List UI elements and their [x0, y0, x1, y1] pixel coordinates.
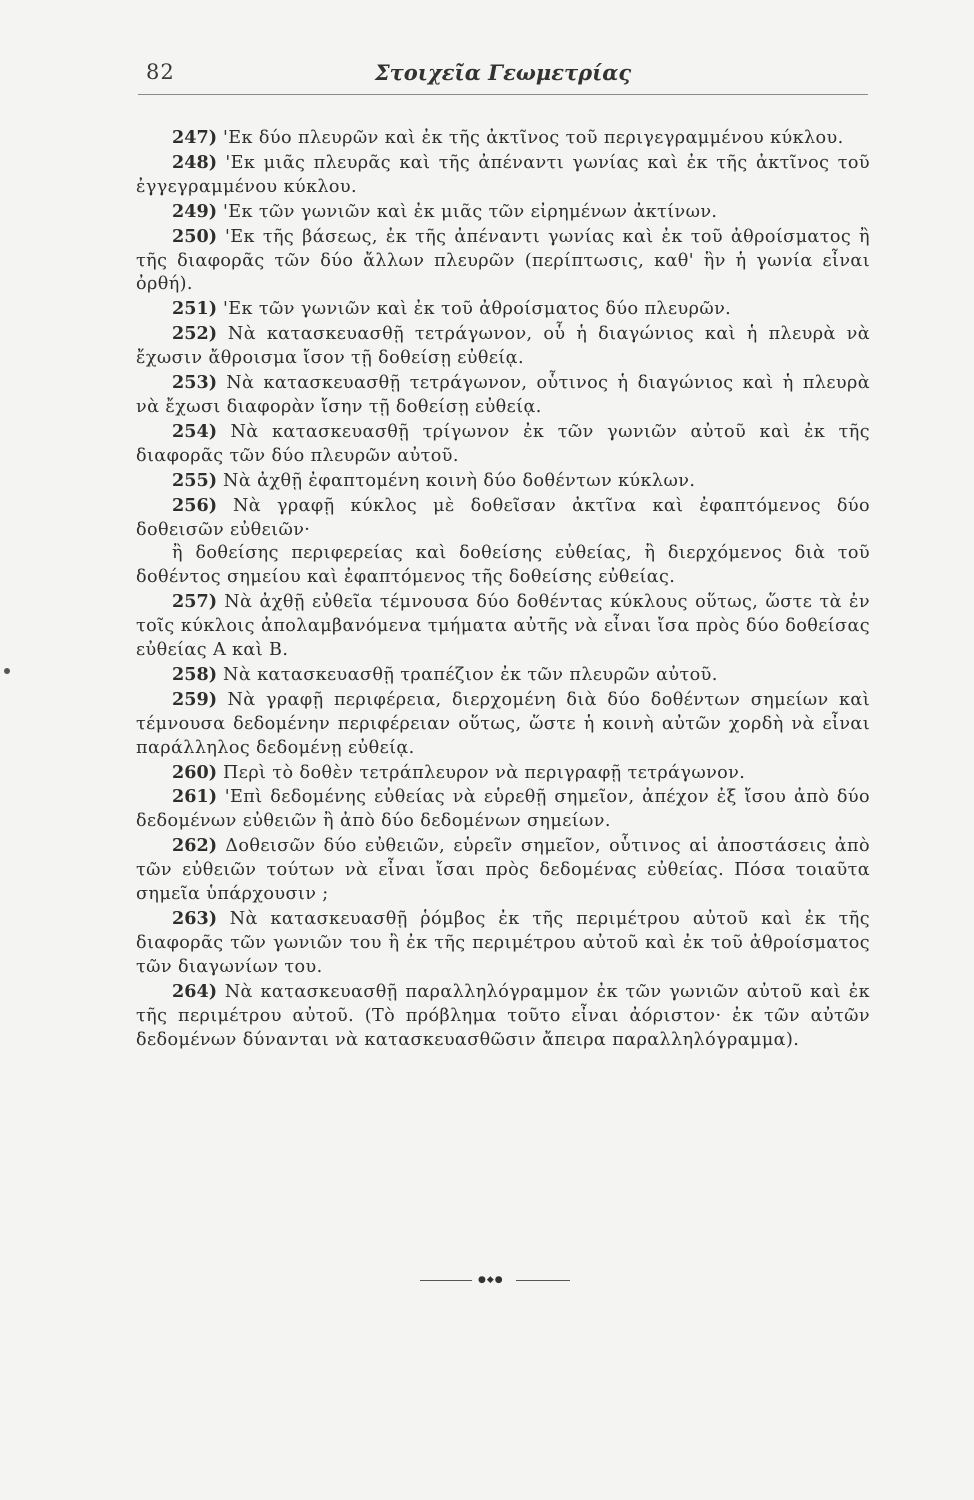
problem-text: Περὶ τὸ δοθὲν τετράπλευρον νὰ περιγραφῇ τετράγωνον. — [217, 762, 746, 783]
problem-number: 260) — [172, 761, 218, 783]
problem-text: Νὰ ἀχθῇ εὐθεῖα τέμνουσα δύο δοθέντας κύκλους οὕτως, ὥστε τὰ ἐν τοῖς κύκλοις ἀπολαμβανόμενα τμήματα αὐτῆς νὰ εἶναι ἴσα πρὸς δύο δοθείσας εὐθείας Α καὶ Β. — [136, 592, 870, 661]
problem-item — [136, 688, 870, 761]
problem-item — [136, 907, 870, 980]
problem-number: 250) — [172, 225, 218, 247]
problem-item — [136, 371, 870, 420]
problem-number: 253) — [172, 372, 218, 394]
problem-item — [136, 761, 870, 786]
problem-text: Νὰ κατασκευασθῇ τετράγωνον, οὗ ἡ διαγώνιος καὶ ἡ πλευρὰ νὰ ἔχωσιν ἄθροισμα ἴσον τῇ δοθείσῃ εὐθείᾳ. — [136, 324, 870, 369]
problem-item — [136, 785, 870, 834]
margin-mark — [4, 668, 10, 674]
problem-item — [136, 469, 870, 494]
problem-item — [136, 200, 870, 225]
problem-item — [136, 590, 870, 663]
problem-continuation: ἢ δοθείσης περιφερείας καὶ δοθείσης εὐθείας, ἢ διερχόμενος διὰ τοῦ δοθέντος σημείου καὶ ἐφαπτόμενος τῆς δοθείσης εὐθείας. — [136, 543, 870, 588]
problem-number: 257) — [172, 591, 218, 613]
running-title: Στοιχεῖα Γεωμετρίας — [374, 60, 632, 85]
problem-number: 252) — [172, 323, 218, 345]
problem-number: 254) — [172, 420, 218, 442]
problem-number: 263) — [172, 908, 218, 929]
problem-text: 'Επὶ δεδομένης εὐθείας νὰ εὑρεθῇ σημεῖον, ἀπέχον ἐξ ἴσου ἀπὸ δύο δεδομένων εὐθειῶν ἢ ἀπὸ δύο δεδομένων σημείων. — [136, 787, 870, 832]
problem-item — [136, 663, 870, 688]
problem-number: 256) — [172, 494, 218, 516]
problem-text: Νὰ κατασκευασθῇ τραπέζιον ἐκ τῶν πλευρῶν αὐτοῦ. — [217, 664, 718, 685]
problem-item — [136, 420, 870, 469]
problem-text: Νὰ γραφῇ περιφέρεια, διερχομένη διὰ δύο δοθέντων σημείων καὶ τέμνουσα δεδομένην περιφέρειαν οὕτως, ὥστε ἡ κοινὴ αὐτῶν χορδὴ νὰ εἶναι παράλληλος δεδομένῃ εὐθείᾳ. — [136, 689, 870, 758]
problem-item — [136, 980, 870, 1053]
problem-item — [136, 126, 870, 151]
problem-text: 'Εκ δύο πλευρῶν καὶ ἐκ τῆς ἀκτῖνος τοῦ περιγεγραμμένου κύκλου. — [217, 128, 844, 148]
problem-item — [136, 494, 870, 543]
problem-text: Δοθεισῶν δύο εὐθειῶν, εὑρεῖν σημεῖον, οὗτινος αἱ ἀποστάσεις ἀπὸ τῶν εὐθειῶν τούτων νὰ εἶναι ἴσαι πρὸς δεδομένας εὐθείας. Πόσα τοιαῦτα σημεῖα ὑπάρχουσιν ; — [136, 836, 870, 905]
problem-number: 251) — [172, 298, 218, 320]
header-rule — [138, 94, 868, 95]
problem-text: Νὰ κατασκευασθῇ τρίγωνον ἐκ τῶν γωνιῶν αὐτοῦ καὶ ἐκ τῆς διαφορᾶς τῶν δύο πλευρῶν αὐτοῦ. — [136, 421, 870, 466]
problem-number: 249) — [172, 200, 218, 222]
problem-number: 248) — [172, 151, 218, 173]
problem-number: 261) — [172, 786, 218, 808]
problem-number: 247) — [172, 127, 218, 148]
page-number: 82 — [146, 60, 175, 84]
problem-number: 255) — [172, 469, 218, 491]
problem-text: Νὰ ἀχθῇ ἐφαπτομένη κοινὴ δύο δοθέντων κύκλων. — [217, 470, 696, 491]
problem-text: 'Εκ τῶν γωνιῶν καὶ ἐκ μιᾶς τῶν εἰρημένων ἀκτίνων. — [217, 201, 718, 222]
problem-text: 'Εκ τῶν γωνιῶν καὶ ἐκ τοῦ ἀθροίσματος δύο πλευρῶν. — [217, 299, 732, 320]
problem-number: 258) — [172, 663, 218, 685]
ornament-line-left — [420, 1280, 472, 1281]
problem-item — [136, 834, 870, 907]
page-header — [138, 56, 868, 92]
problem-text: Νὰ κατασκευασθῇ παραλληλόγραμμον ἐκ τῶν γωνιῶν αὐτοῦ καὶ ἐκ τῆς περιμέτρου αὐτοῦ. (Τὸ πρόβλημα τοῦτο εἶναι ἀόριστον· ἐκ τῶν αὐτῶν δεδομένων δύνανται νὰ κατασκευασθῶσιν ἄπειρα παραλληλόγραμμα). — [136, 981, 870, 1050]
problem-text: Νὰ κατασκευασθῇ τετράγωνον, οὗτινος ἡ διαγώνιος καὶ ἡ πλευρὰ νὰ ἔχωσι διαφορὰν ἴσην τῇ δοθείσῃ εὐθείᾳ. — [136, 373, 870, 417]
problem-text: 'Εκ μιᾶς πλευρᾶς καὶ τῆς ἀπέναντι γωνίας καὶ ἐκ τῆς ἀκτῖνος τοῦ ἐγγεγραμμένου κύκλου. — [136, 152, 870, 197]
ornament-dots: ●◆● — [478, 1275, 504, 1285]
problem-number: 262) — [172, 835, 218, 857]
problem-number: 264) — [172, 980, 218, 1002]
problem-item — [136, 151, 870, 200]
problem-text: Νὰ κατασκευασθῇ ῥόμβος ἐκ τῆς περιμέτρου αὐτοῦ καὶ ἐκ τῆς διαφορᾶς τῶν γωνιῶν του ἢ ἐκ τῆς περιμέτρου αὐτοῦ καὶ ἐκ τοῦ ἀθροίσματος τῶν διαγωνίων του. — [136, 909, 870, 977]
problem-number: 259) — [172, 688, 218, 710]
ornament-line-right — [516, 1280, 570, 1281]
problem-item — [136, 225, 870, 298]
problem-item — [136, 297, 870, 322]
problem-item — [136, 322, 870, 371]
problem-text: 'Εκ τῆς βάσεως, ἐκ τῆς ἀπέναντι γωνίας καὶ ἐκ τοῦ ἀθροίσματος ἢ τῆς διαφορᾶς τῶν δύο ἄλλων πλευρῶν (περίπτωσις, καθ' ἣν ἡ γωνία εἶναι ὀρθή). — [136, 226, 870, 295]
problem-text: Νὰ γραφῇ κύκλος μὲ δοθεῖσαν ἀκτῖνα καὶ ἐφαπτόμενος δύο δοθεισῶν εὐθειῶν· — [136, 495, 870, 540]
problem-list — [136, 126, 870, 1052]
section-end-ornament — [420, 1274, 570, 1288]
